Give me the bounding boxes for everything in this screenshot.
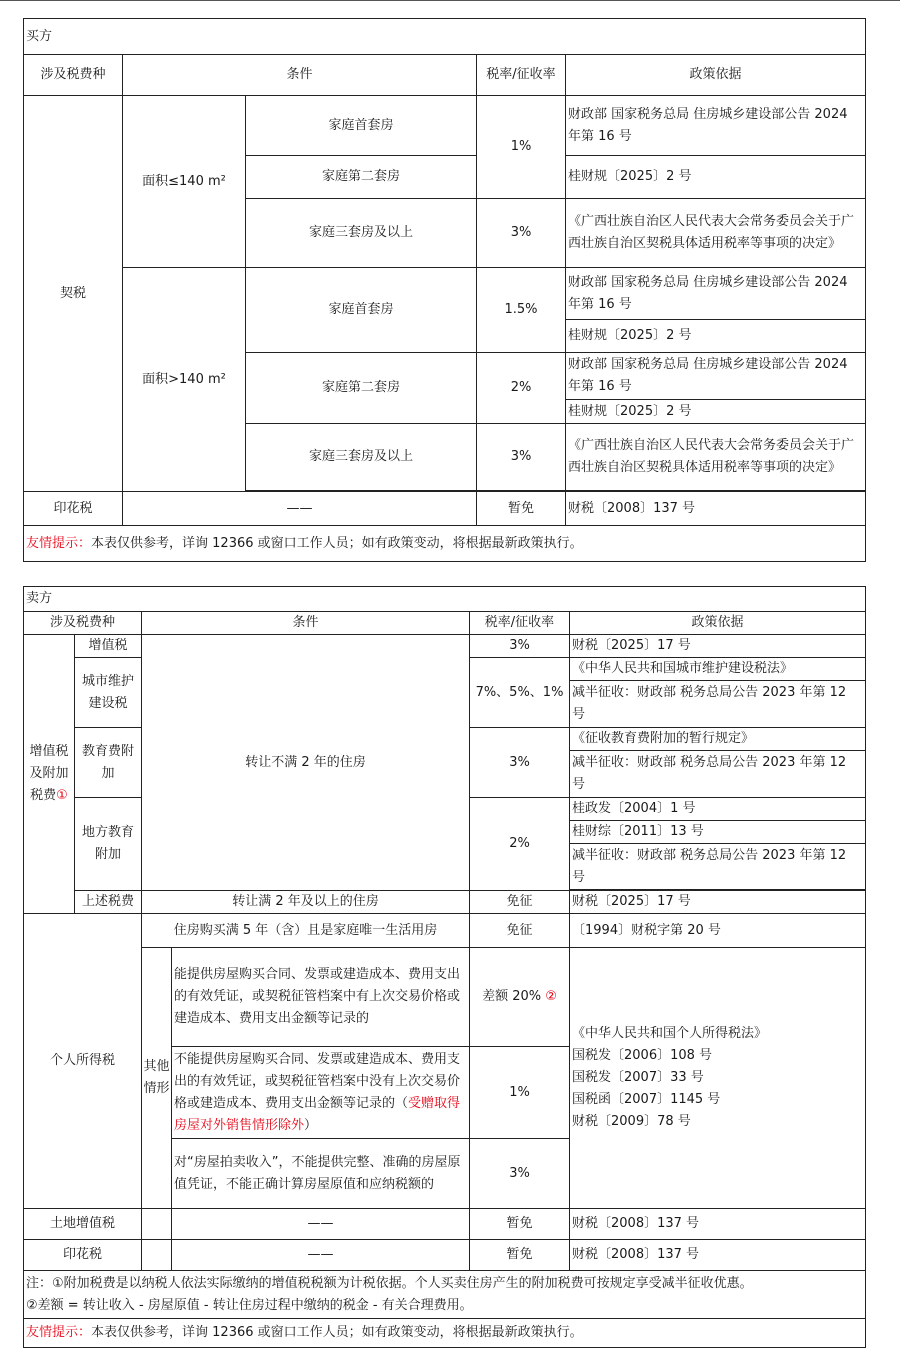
large-first-policy-gx: 桂财规〔2025〕2 号 [566,320,866,353]
seller-header-condition: 条件 [142,612,470,635]
pit-cond-cert: 能提供房屋购买合同、发票或建造成本、费用支出的有效凭证，或契税征管档案中有上次交易价格或建造成本、费用支出金额等记录的 [172,948,470,1047]
urban-label: 城市维护建设税 [75,658,142,728]
small-third-home: 家庭三套房及以上 [246,199,477,268]
above-policy: 财税〔2025〕17 号 [570,891,866,914]
seller-stamp-policy: 财税〔2008〕137 号 [570,1240,866,1271]
pit-rate-3: 3% [470,1139,570,1209]
small-second-home: 家庭第二套房 [246,156,477,199]
seller-stamp-dash: —— [172,1240,470,1271]
pit-policy-2006: 国税发〔2006〕108 号 [572,1048,713,1063]
large-second-policy-gx: 桂财规〔2025〕2 号 [566,400,866,424]
note-1: 注：①附加税费是以纳税人依法实际缴纳的增值税税额为计税依据。个人买卖住房产生的附加税费可按规定享受减半征收优惠。 [26,1275,753,1291]
buyer-header-tax: 涉及税费种 [24,55,123,96]
land-vat-policy: 财税〔2008〕137 号 [570,1209,866,1240]
other-cases-label [142,948,172,1209]
pit-rate-diff [470,948,570,1047]
small-policy-gx: 桂财规〔2025〕2 号 [566,156,866,199]
seller-tip-label: 友情提示： [26,1325,92,1340]
seller-header-tax: 涉及税费种 [24,612,142,635]
small-policy-moa: 财政部 国家税务总局 住房城乡建设部公告 2024 年第 16 号 [566,96,866,156]
small-rate-3: 3% [477,199,566,268]
vat-group-line3: 税费 [30,788,57,803]
vat-label: 增值税 [75,635,142,658]
buyer-header-policy: 政策依据 [566,55,866,96]
vat-group-line2: 及附加 [29,766,69,781]
pit-cond-nocert-close: ） [304,1117,318,1133]
area-small-label: 面积≤140 m² [123,96,246,268]
buyer-header-rate: 税率/征收率 [477,55,566,96]
buyer-stamp-rate: 暂免 [477,492,566,526]
pit-rate-diff-text: 差额 20% [482,989,542,1004]
seller-stamp-rate: 暂免 [470,1240,570,1271]
pit-rate-1: 1% [470,1047,570,1139]
vat-group-line1: 增值税 [29,744,69,759]
pit-policy-2007a: 国税发〔2007〕33 号 [572,1070,704,1085]
large-rate-2: 2% [477,353,566,424]
urban-policy-law: 《中华人民共和国城市维护建设税法》 [570,658,866,681]
pit-policy-2007b: 国税函〔2007〕1145 号 [572,1092,721,1107]
edu-rate: 3% [470,728,570,798]
footnote-mark-2: ② [545,989,557,1004]
small-rate-1: 1% [477,96,566,199]
buyer-header-condition: 条件 [123,55,477,96]
seller-header-rate: 税率/征收率 [470,612,570,635]
seller-notes [24,1271,866,1319]
large-first-policy-moa: 财政部 国家税务总局 住房城乡建设部公告 2024 年第 16 号 [566,268,866,320]
buyer-title: 买方 [24,19,866,55]
other-line1: 其他 [143,1059,170,1074]
land-vat-label: 土地增值税 [24,1209,142,1240]
area-large-label: 面积>140 m² [123,268,246,492]
land-vat-rate: 暂免 [470,1209,570,1240]
large-first-home: 家庭首套房 [246,268,477,353]
note-2: ②差额 = 转让收入 - 房屋原值 - 转让住房过程中缴纳的税金 - 有关合理费用。 [26,1297,473,1313]
local-edu-rate: 2% [470,798,570,891]
pit-policy-list [570,948,866,1209]
vat-group-label [24,635,75,914]
seller-tip [24,1319,866,1348]
cond-2yr-plus: 转让满 2 年及以上的住房 [142,891,470,914]
deed-tax-label: 契税 [24,96,123,492]
large-second-home: 家庭第二套房 [246,353,477,424]
pit-cond-nocert [172,1047,470,1139]
seller-table [23,586,866,1348]
edu-policy-reg: 《征收教育费附加的暂行规定》 [570,728,866,751]
above-rate: 免征 [470,891,570,914]
pit-policy-law: 《中华人民共和国个人所得税法》 [572,1026,768,1041]
urban-policy-half: 减半征收：财政部 税务总局公告 2023 年第 12 号 [570,681,866,728]
buyer-stamp-label: 印花税 [24,492,123,526]
small-first-home: 家庭首套房 [246,96,477,156]
seller-tip-text: 本表仅供参考，详询 12366 或窗口工作人员；如有政策变动，将根据最新政策执行。 [91,1325,583,1340]
local-edu-label: 地方教育附加 [75,798,142,891]
pit-rate-5yr: 免征 [470,914,570,948]
large-second-policy-moa: 财政部 国家税务总局 住房城乡建设部公告 2024 年第 16 号 [566,353,866,400]
buyer-table [23,18,866,562]
buyer-stamp-dash: —— [123,492,477,526]
other-line2: 情形 [143,1081,170,1096]
land-vat-dash: —— [172,1209,470,1240]
pit-policy-2009: 财税〔2009〕78 号 [572,1114,691,1129]
edu-label: 教育费附加 [75,728,142,798]
pit-cond-nocert-exception: 受赠取得房屋对外销售情形除外 [174,1095,461,1133]
seller-title: 卖方 [24,587,866,612]
vat-rate: 3% [470,635,570,658]
local-edu-policy-half: 减半征收：财政部 税务总局公告 2023 年第 12 号 [570,844,866,890]
small-policy-decision: 《广西壮族自治区人民代表大会常务委员会关于广西壮族自治区契税具体适用税率等事项的决定》 [566,199,866,268]
large-rate-15: 1.5% [477,268,566,353]
seller-header-policy: 政策依据 [570,612,866,635]
large-policy-decision: 《广西壮族自治区人民代表大会常务委员会关于广西壮族自治区契税具体适用税率等事项的决定》 [566,424,866,491]
urban-rate: 7%、5%、1% [470,658,570,728]
large-third-home: 家庭三套房及以上 [246,424,477,491]
local-edu-policy-gzf: 桂政发〔2004〕1 号 [570,798,866,821]
large-rate-3: 3% [477,424,566,491]
buyer-stamp-policy: 财税〔2008〕137 号 [566,492,866,526]
local-edu-policy-gcz: 桂财综〔2011〕13 号 [570,821,866,844]
buyer-tip-text: 本表仅供参考，详询 12366 或窗口工作人员；如有政策变动，将根据最新政策执行。 [91,535,583,551]
pit-cond-nocert-text: 不能提供房屋购买合同、发票或建造成本、费用支出的有效凭证，或契税征管档案中没有上次交易价格或建造成本、费用支出金额等记录的（ [174,1051,461,1111]
above-taxes-label: 上述税费 [75,891,142,914]
seller-stamp-label: 印花税 [24,1240,142,1271]
pit-cond-5yr: 住房购买满 5 年（含）且是家庭唯一生活用房 [142,914,470,948]
pit-cond-auction: 对“房屋拍卖收入”，不能提供完整、准确的房屋原值凭证，不能正确计算房屋原值和应纳税额的 [172,1139,470,1209]
buyer-tip-label: 友情提示： [26,535,92,551]
cond-less-2yr: 转让不满 2 年的住房 [142,635,470,891]
buyer-tip [24,526,866,562]
pit-policy-1994: 〔1994〕财税字第 20 号 [570,914,866,948]
top-divider [0,0,900,1]
pit-label: 个人所得税 [24,914,142,1209]
footnote-mark-1: ① [56,788,68,803]
vat-policy: 财税〔2025〕17 号 [570,635,866,658]
edu-policy-half: 减半征收：财政部 税务总局公告 2023 年第 12 号 [570,751,866,798]
